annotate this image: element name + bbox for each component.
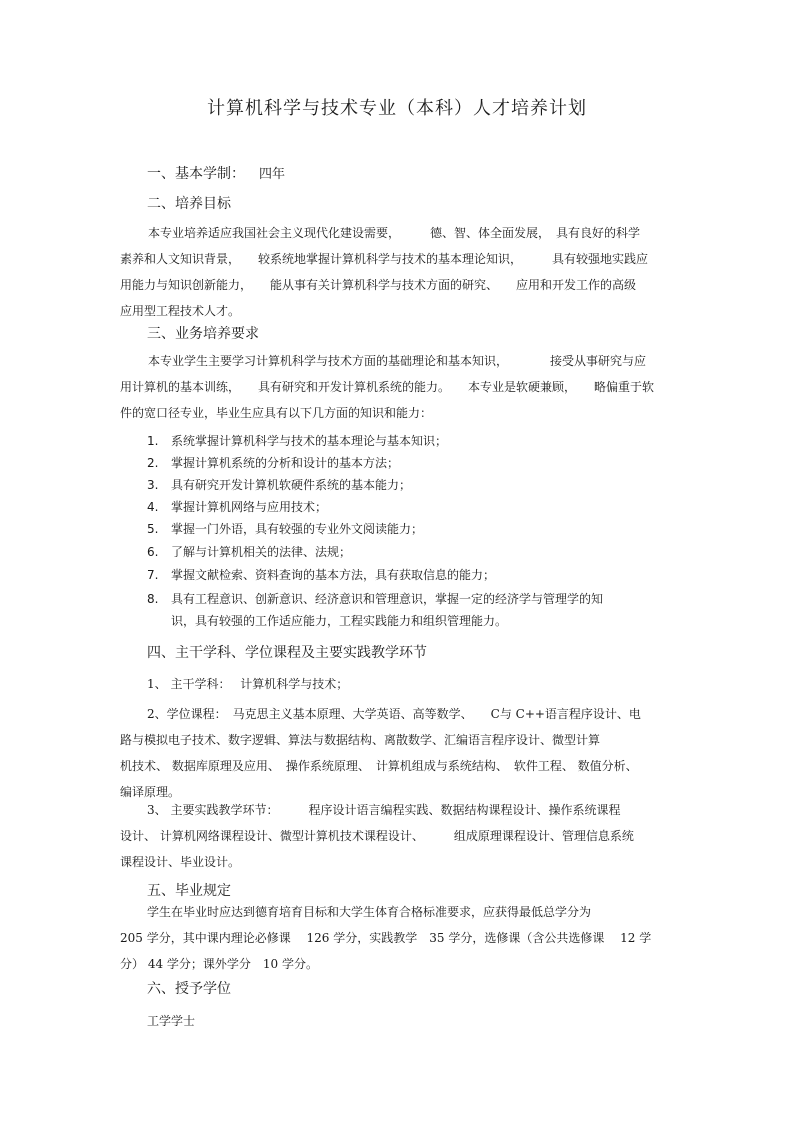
- paragraph-line: 学生在毕业时应达到德育培育目标和大学生体育合格标准要求，应获得最低总学分为: [147, 905, 592, 919]
- paragraph-line: 2、学位课程： 马克思主义基本原理、大学英语、高等数学、 C与 C++语言程序设计、电: [147, 707, 641, 721]
- section-1-value: 四年: [259, 167, 286, 182]
- paragraph-line: 用计算机的基本训练， 具有研究和开发计算机系统的能力。 本专业是软硬兼顾， 略偏重于软: [120, 380, 655, 394]
- item-number: 2.: [147, 456, 159, 470]
- list-item: [147, 564, 495, 586]
- item-number: 1.: [147, 434, 159, 448]
- paragraph-line: 路与模拟电子技术、数字逻辑、算法与数据结构、离散数学、汇编语言程序设计、微型计算: [120, 733, 601, 747]
- section-5-heading: 五、毕业规定: [147, 883, 231, 899]
- item-text: 掌握一门外语，具有较强的专业外文阅读能力；: [171, 522, 424, 536]
- degree-value: 工学学士: [147, 1014, 196, 1028]
- paragraph-line: 用能力与知识创新能力， 能从事有关计算机科学与技术方面的研究、 应用和开发工作的高级: [120, 278, 637, 292]
- paragraph-line: 设计、 计算机网络课程设计、微型计算机技术课程设计、 组成原理课程设计、管理信息系统: [120, 829, 634, 843]
- section-2-heading: 二、培养目标: [147, 196, 231, 212]
- paragraph-line: 应用型工程技术人才。: [120, 304, 241, 318]
- item-text: 系统掌握计算机科学与技术的基本理论与基本知识；: [171, 434, 448, 448]
- list-item: [147, 430, 447, 452]
- paragraph-line: 205 学分，其中课内理论必修课 126 学分，实践教学 35 学分，选修课（含公共选修课 12 学: [120, 931, 652, 945]
- item-number: 6.: [147, 545, 159, 559]
- list-item-continuation: 识，具有较强的工作适应能力，工程实践能力和组织管理能力。: [171, 614, 508, 628]
- section-4-heading: 四、主干学科、学位课程及主要实践教学环节: [147, 645, 427, 661]
- item-text: 具有研究开发计算机软硬件系统的基本能力；: [171, 478, 412, 492]
- paragraph-line: 件的宽口径专业，毕业生应具有以下几方面的知识和能力：: [120, 406, 433, 420]
- section-3-paragraph: [120, 348, 680, 426]
- section-1-label: 一、基本学制：: [147, 166, 245, 182]
- item-number: 3.: [147, 478, 159, 492]
- section-6-heading: 六、授予学位: [147, 981, 231, 997]
- item-number: 8.: [147, 592, 159, 606]
- section-3-heading: 三、业务培养要求: [147, 326, 259, 342]
- paragraph-line: 机技术、 数据库原理及应用、 操作系统原理、 计算机组成与系统结构、 软件工程、 数值分析、: [120, 759, 638, 773]
- list-item: [147, 588, 603, 610]
- section-1-heading: [147, 163, 285, 183]
- section-5-paragraph: [120, 899, 680, 977]
- item-number: 5.: [147, 522, 159, 536]
- page-title: 计算机科学与技术专业（本科）人才培养计划: [207, 98, 587, 119]
- section-4-subject: 1、 主干学科： 计算机科学与技术；: [147, 677, 349, 691]
- list-item: [147, 541, 351, 563]
- list-item: [147, 452, 399, 474]
- paragraph-line: 3、 主要实践教学环节： 程序设计语言编程实践、数据结构课程设计、操作系统课程: [147, 803, 621, 817]
- item-number: 7.: [147, 568, 159, 582]
- list-item: [147, 496, 327, 518]
- paragraph-line: 分） 44 学分；课外学分 10 学分。: [120, 957, 318, 971]
- item-text: 具有工程意识、创新意识、经济意识和管理意识，掌握一定的经济学与管理学的知: [171, 592, 604, 606]
- paragraph-line: 编译原理。: [120, 785, 181, 799]
- list-item: [147, 474, 411, 496]
- item-text: 掌握计算机系统的分析和设计的基本方法；: [171, 456, 400, 470]
- item-text: 掌握文献检索、资料查询的基本方法，具有获取信息的能力；: [171, 568, 496, 582]
- section-2-paragraph: [120, 220, 680, 324]
- item-text: 掌握计算机网络与应用技术；: [171, 500, 328, 514]
- section-4-practice: [120, 797, 680, 875]
- paragraph-line: 素养和人文知识背景， 较系统地掌握计算机科学与技术的基本理论知识， 具有较强地实践应: [120, 252, 649, 266]
- paragraph-line: 本专业学生主要学习计算机科学与技术方面的基础理论和基本知识， 接受从事研究与应: [148, 354, 647, 368]
- list-item: [147, 518, 423, 540]
- paragraph-line: 课程设计、毕业设计。: [120, 855, 241, 869]
- section-4-courses: [120, 701, 680, 805]
- item-number: 4.: [147, 500, 159, 514]
- paragraph-line: 本专业培养适应我国社会主义现代化建设需要， 德、智、体全面发展， 具有良好的科学: [148, 226, 641, 240]
- item-text: 了解与计算机相关的法律、法规；: [171, 545, 352, 559]
